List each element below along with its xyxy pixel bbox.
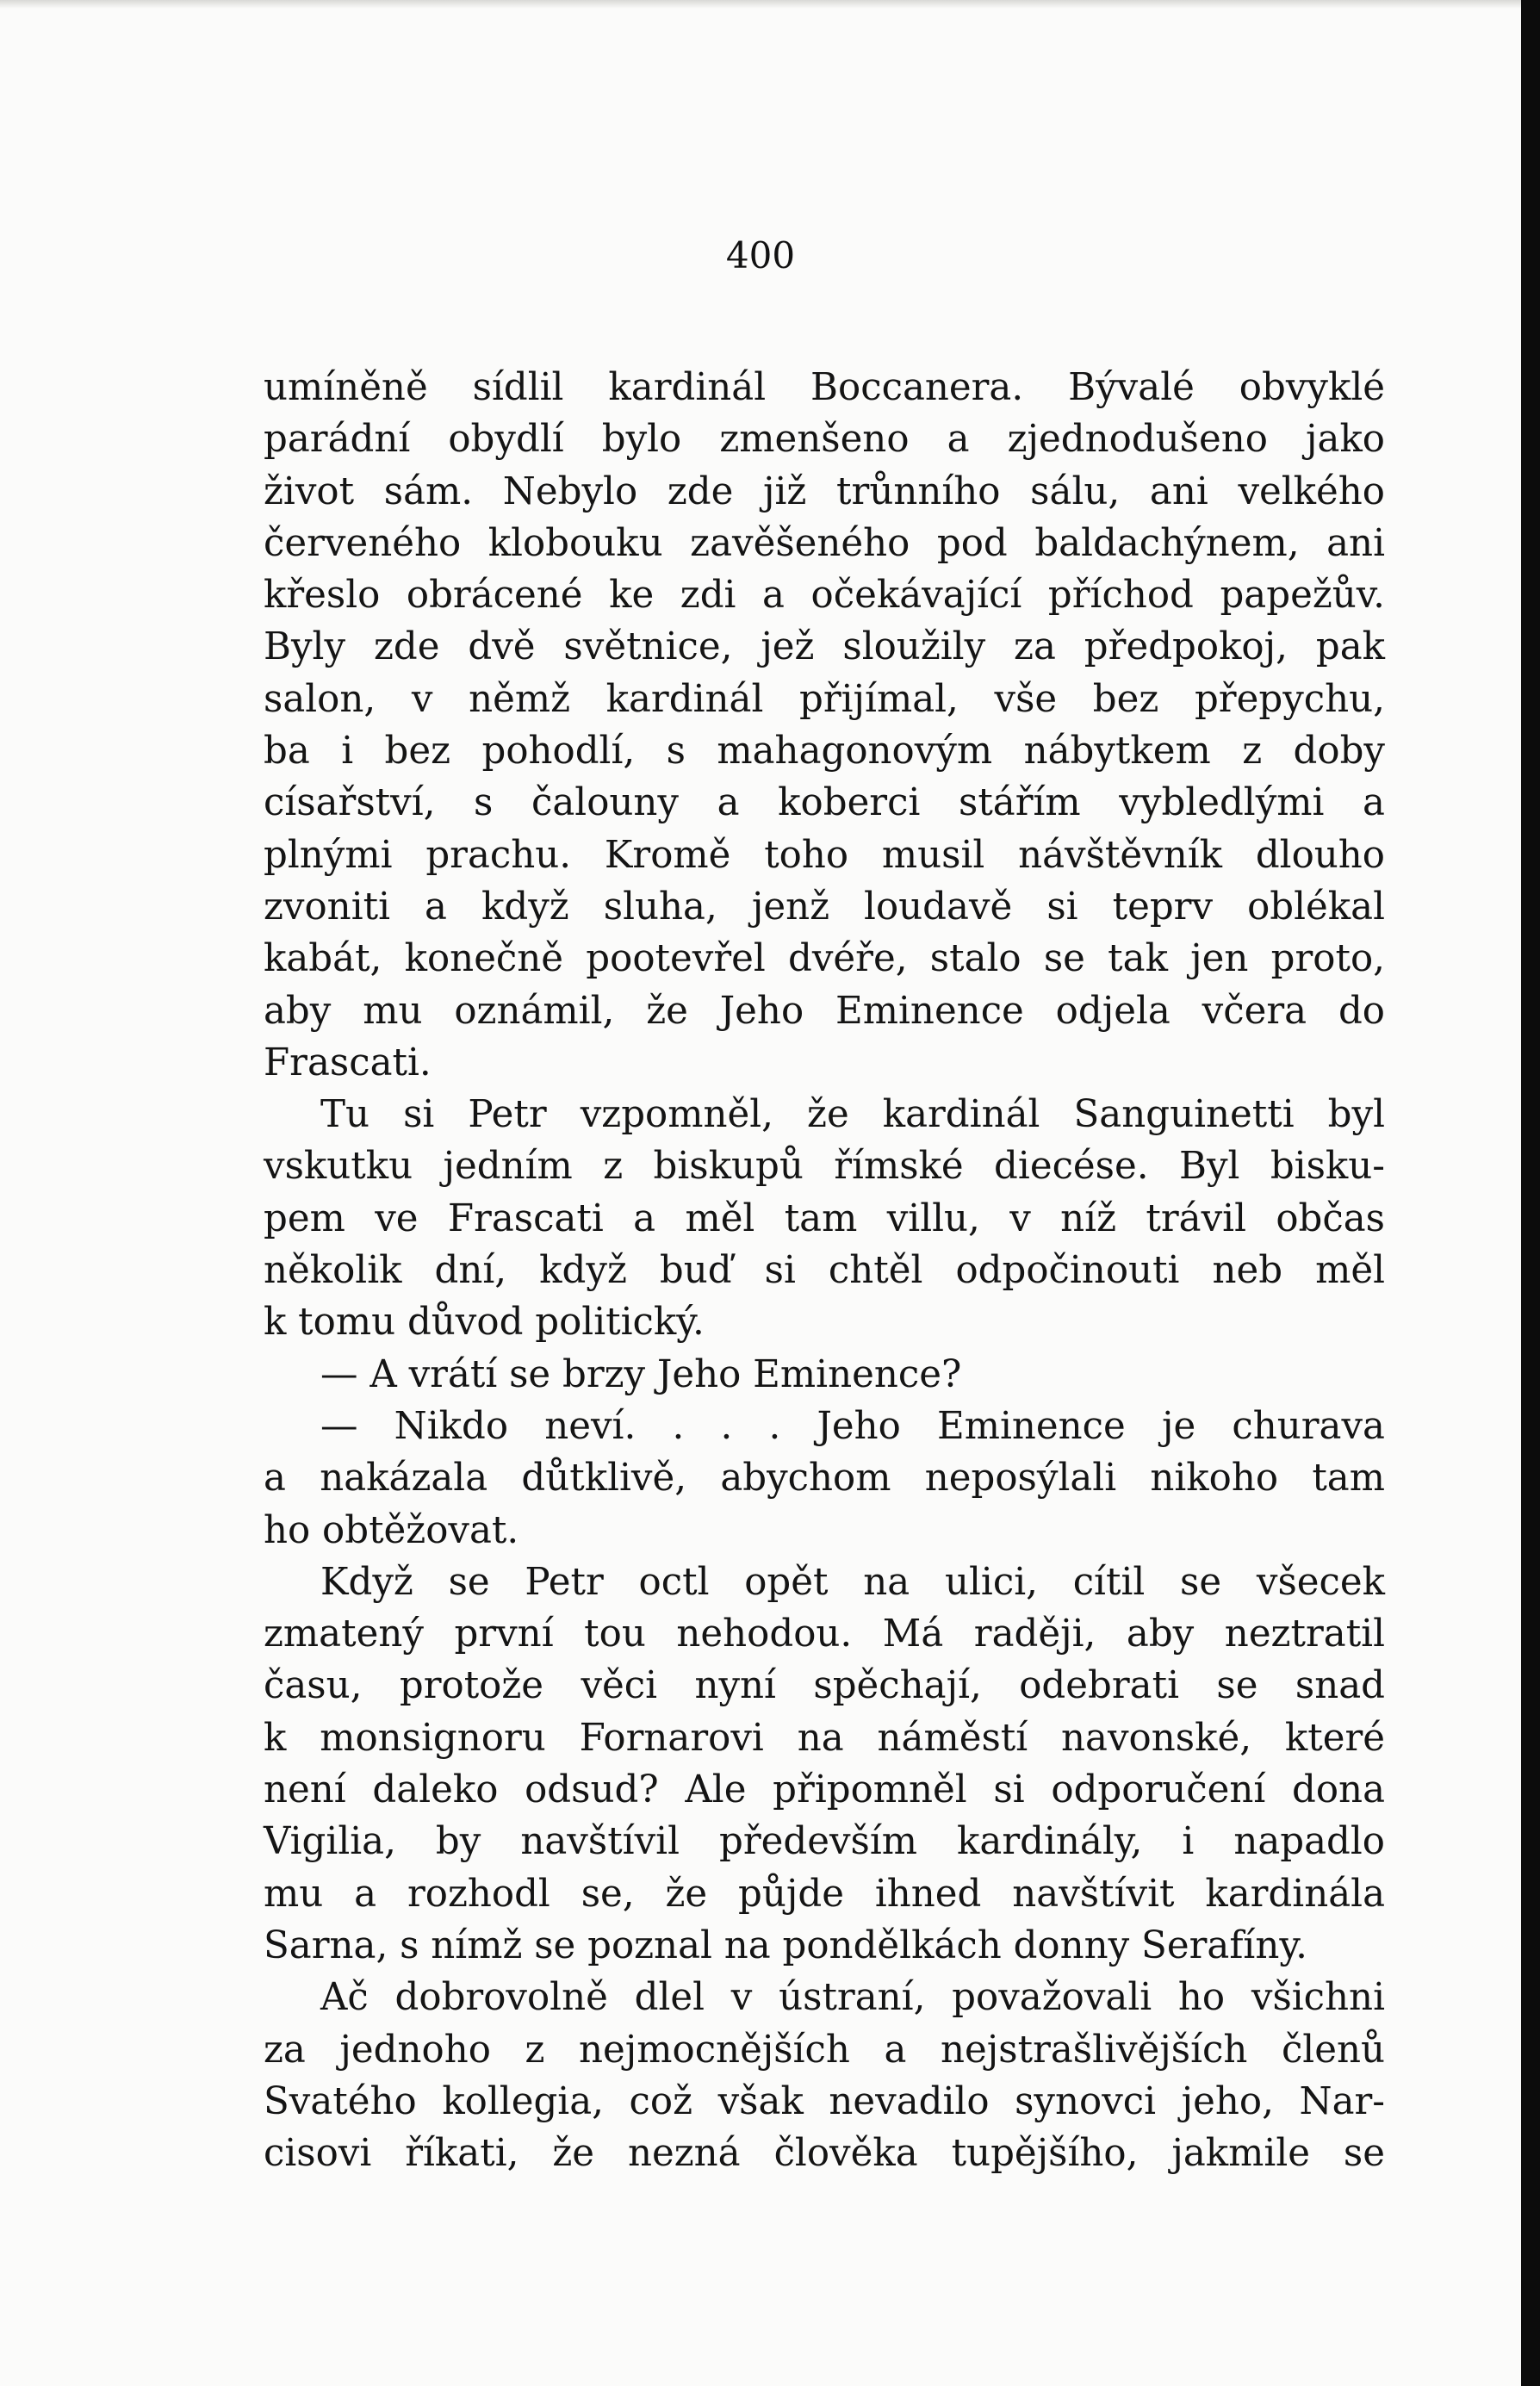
text-line: ho obtěžovat. xyxy=(264,1508,519,1552)
text-line: — A vrátí se brzy Jeho Eminence? xyxy=(320,1352,962,1396)
text-line: zvoniti a když sluha, jenž loudavě si teprv oblékal xyxy=(264,885,1385,929)
text-line: několik dní, když buď si chtěl odpočinouti neb měl xyxy=(264,1249,1385,1293)
text-line: parádní obydlí bylo zmenšeno a zjednodušeno jako xyxy=(264,418,1385,462)
text-line: zmatený první tou nehodou. Má raději, aby neztratil xyxy=(264,1612,1385,1656)
text-line: času, protože věci nyní spěchají, odebrati se snad xyxy=(264,1664,1385,1708)
text-line: Svatého kollegia, což však nevadilo synovci jeho, Nar- xyxy=(264,2079,1385,2123)
text-line: a nakázala důtklivě, abychom neposýlali nikoho tam xyxy=(264,1457,1385,1501)
text-line: cisovi říkati, že nezná člověka tupějšího, jakmile se xyxy=(264,2132,1385,2176)
text-line: za jednoho z nejmocnějších a nejstrašlivějších členů xyxy=(264,2028,1385,2072)
text-line: Frascati. xyxy=(264,1041,432,1084)
text-line: císařství, s čalouny a koberci stářím vybledlými a xyxy=(264,781,1385,825)
body-text xyxy=(264,362,1385,2179)
text-line: k monsignoru Fornarovi na náměstí navonské, které xyxy=(264,1716,1385,1760)
text-line: umíněně sídlil kardinál Boccanera. Bývalé obvyklé xyxy=(264,366,1385,409)
text-line: k tomu důvod politický. xyxy=(264,1301,705,1345)
text-line: pem ve Frascati a měl tam villu, v níž trávil občas xyxy=(264,1196,1385,1240)
text-line: ba i bez pohodlí, s mahagonovým nábytkem z doby xyxy=(264,730,1385,774)
scan-right-edge xyxy=(1521,0,1540,2386)
text-line: plnými prachu. Kromě toho musil návštěvník dlouho xyxy=(264,833,1385,877)
text-line: aby mu oznámil, že Jeho Eminence odjela včera do xyxy=(264,989,1385,1033)
text-line: — Nikdo neví. . . . Jeho Eminence je churava xyxy=(320,1404,1385,1448)
text-line: salon, v němž kardinál přijímal, vše bez přepychu, xyxy=(264,677,1385,721)
text-line: Když se Petr octl opět na ulici, cítil se všecek xyxy=(320,1560,1385,1604)
scan-top-edge xyxy=(0,0,1540,9)
text-line: křeslo obrácené ke zdi a očekávající příchod papežův. xyxy=(264,574,1385,618)
text-line: život sám. Nebylo zde již trůnního sálu, ani velkého xyxy=(264,469,1385,513)
text-line: Tu si Petr vzpomněl, že kardinál Sanguinetti byl xyxy=(320,1093,1385,1137)
text-line: Ač dobrovolně dlel v ústraní, považovali ho všichni xyxy=(320,1976,1385,2020)
text-line: vskutku jedním z biskupů římské diecése. Byl bisku- xyxy=(264,1145,1385,1189)
text-line: kabát, konečně pootevřel dvéře, stalo se tak jen proto, xyxy=(264,937,1385,981)
page-number: 400 xyxy=(725,234,796,277)
text-line: mu a rozhodl se, že půjde ihned navštívit kardinála xyxy=(264,1872,1385,1916)
text-line: červeného klobouku zavěšeného pod baldachýnem, ani xyxy=(264,521,1385,565)
text-line: Sarna, s nímž se poznal na pondělkách donny Serafíny. xyxy=(264,1923,1307,1967)
text-line: není daleko odsud? Ale připomněl si odporučení dona xyxy=(264,1768,1385,1812)
text-line: Byly zde dvě světnice, jež sloužily za předpokoj, pak xyxy=(264,625,1385,669)
text-line: Vigilia, by navštívil především kardinály, i napadlo xyxy=(264,1820,1385,1864)
